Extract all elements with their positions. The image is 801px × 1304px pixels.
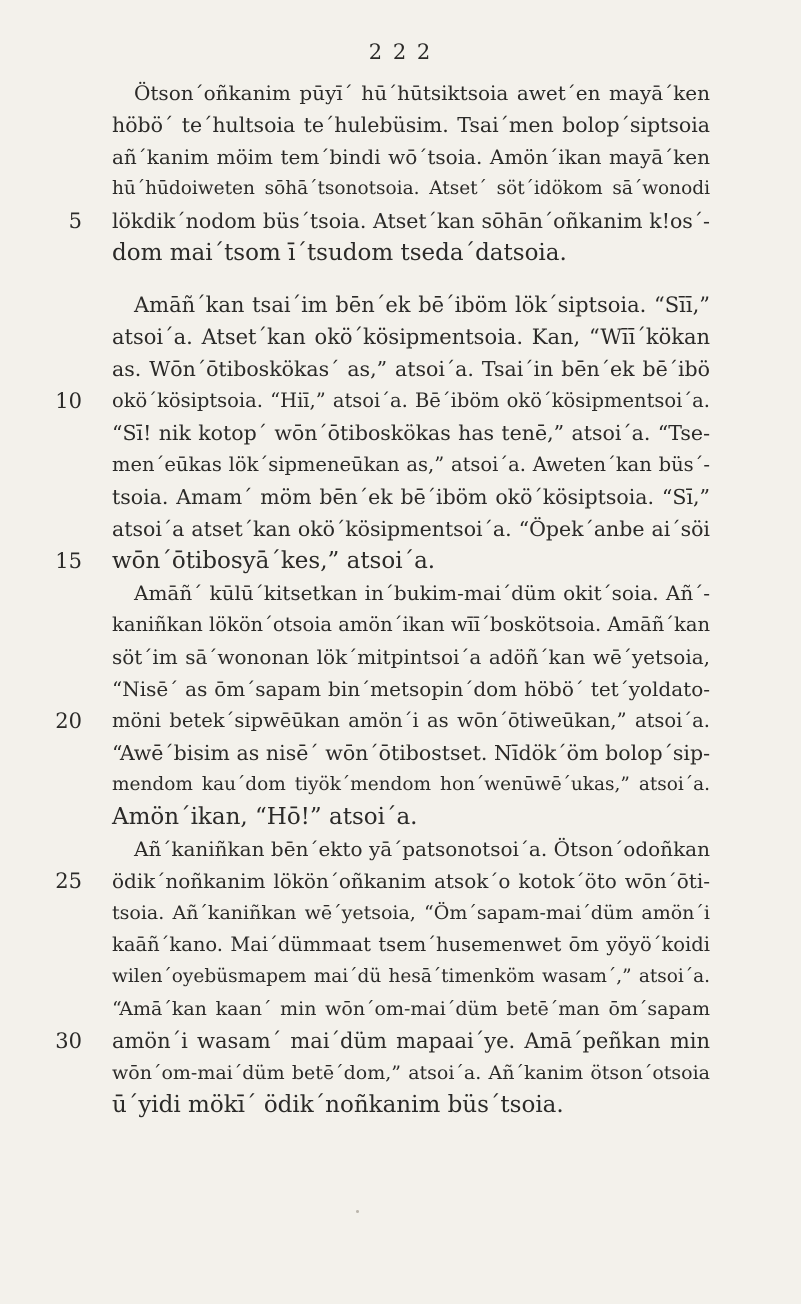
text-line: tsoia. Añ´kaniñkan wē´yetsoia, “Öm´sapam-mai´düm amön´i <box>112 902 710 924</box>
text-line: Amön´ikan, “Hō!” atsoi´a. <box>112 804 418 830</box>
text-line: men´eūkas lök´sipmeneūkan as,” atsoi´a. Aweten´kan büs´- <box>112 453 710 476</box>
text-line: as. Wōn´ōtiboskökas´ as,” atsoi´a. Tsai´in bēn´ek bē´ibö <box>112 357 710 381</box>
text-line: “Sī! nik kotop´ wōn´ōtiboskökas has tenē,” atsoi´a. “Tse- <box>112 421 710 445</box>
text-line: Añ´kaniñkan bēn´ekto yā´patsonotsoi´a. Ötson´odoñkan <box>134 837 710 861</box>
text-line: ū´yidi mökī´ ödik´noñkanim büs´tsoia. <box>112 1092 564 1118</box>
text-line: amön´i wasam´ mai´düm mapaai´ye. Amā´peñkan min <box>112 1029 710 1053</box>
line-number: 20 <box>55 709 82 733</box>
line-number: 10 <box>55 389 82 413</box>
text-line: añ´kanim möim tem´bindi wō´tsoia. Amön´ikan mayā´ken <box>112 145 710 169</box>
text-line: okö´kösiptsoia. “Hiī,” atsoi´a. Bē´iböm okö´kösipmentsoi´a. <box>112 389 710 412</box>
text-line: mendom kau´dom tiyök´mendom hon´wenūwē´ukas,” atsoi´a. <box>112 774 710 795</box>
text-line: wōn´ōtibosyā´kes,” atsoi´a. <box>112 548 436 574</box>
page-number: 2 2 2 <box>368 40 433 64</box>
text-line: höbö´ te´hultsoia te´hulebüsim. Tsai´men bolop´siptsoia <box>112 113 710 137</box>
line-number: 5 <box>68 209 82 233</box>
text-line: atsoi´a atset´kan okö´kösipmentsoi´a. “Öpek´anbe ai´söi <box>112 517 710 541</box>
text-line: Amāñ´kan tsai´im bēn´ek bē´iböm lök´siptsoia. “Sīī,” <box>134 293 710 317</box>
text-line: wōn´om-mai´düm betē´dom,” atsoi´a. Añ´kanim ötson´otsoia <box>112 1062 710 1084</box>
text-line: “Awē´bisim as nisē´ wōn´ōtibostset. Nīdök´öm bolop´sip- <box>112 741 710 765</box>
line-number: 30 <box>55 1029 82 1053</box>
text-line: Ötson´oñkanim pūyī´ hū´hūtsiktsoia awet´en mayā´ken <box>134 81 710 105</box>
text-line: söt´im sā´wononan lök´mitpintsoi´a adöñ´kan wē´yetsoia, <box>112 645 710 669</box>
text-line: wilen´oyebüsmapem mai´dü hesā´timenköm wasam´,” atsoi´a. <box>112 966 710 987</box>
text-line: ödik´noñkanim lökön´oñkanim atsok´o kotok´öto wōn´ōti- <box>112 869 710 893</box>
text-line: kaniñkan lökön´otsoia amön´ikan wīī´boskötsoia. Amāñ´kan <box>112 613 710 636</box>
text-line: atsoi´a. Atset´kan okö´kösipmentsoia. Kan, “Wīī´kökan <box>112 325 710 349</box>
paper-speck <box>356 1210 359 1213</box>
text-line: lökdik´nodom büs´tsoia. Atset´kan sōhān´oñkanim k!os´- <box>112 209 710 233</box>
text-line: möni betek´sipwēūkan amön´i as wōn´ōtiweūkan,” atsoi´a. <box>112 709 710 732</box>
line-number: 25 <box>55 869 82 893</box>
text-line: “Nisē´ as ōm´sapam bin´metsopin´dom höbö´ tet´yoldato- <box>112 677 710 701</box>
text-line: dom mai´tsom ī´tsudom tseda´datsoia. <box>112 240 567 266</box>
text-line: hū´hūdoiweten sōhā´tsonotsoia. Atset´ söt´idökom sā´wonodi <box>112 178 710 199</box>
text-line: Amāñ´ kūlū´kitsetkan in´bukim-mai´düm okit´soia. Añ´- <box>134 581 710 605</box>
line-number: 15 <box>55 549 82 573</box>
text-line: kaāñ´kano. Mai´dümmaat tsem´husemenwet ōm yöyö´koidi <box>112 933 710 956</box>
text-line: tsoia. Amam´ möm bēn´ek bē´iböm okö´kösiptsoia. “Sī,” <box>112 485 710 509</box>
text-line: “Amā´kan kaan´ min wōn´om-mai´düm betē´man ōm´sapam <box>112 998 710 1020</box>
